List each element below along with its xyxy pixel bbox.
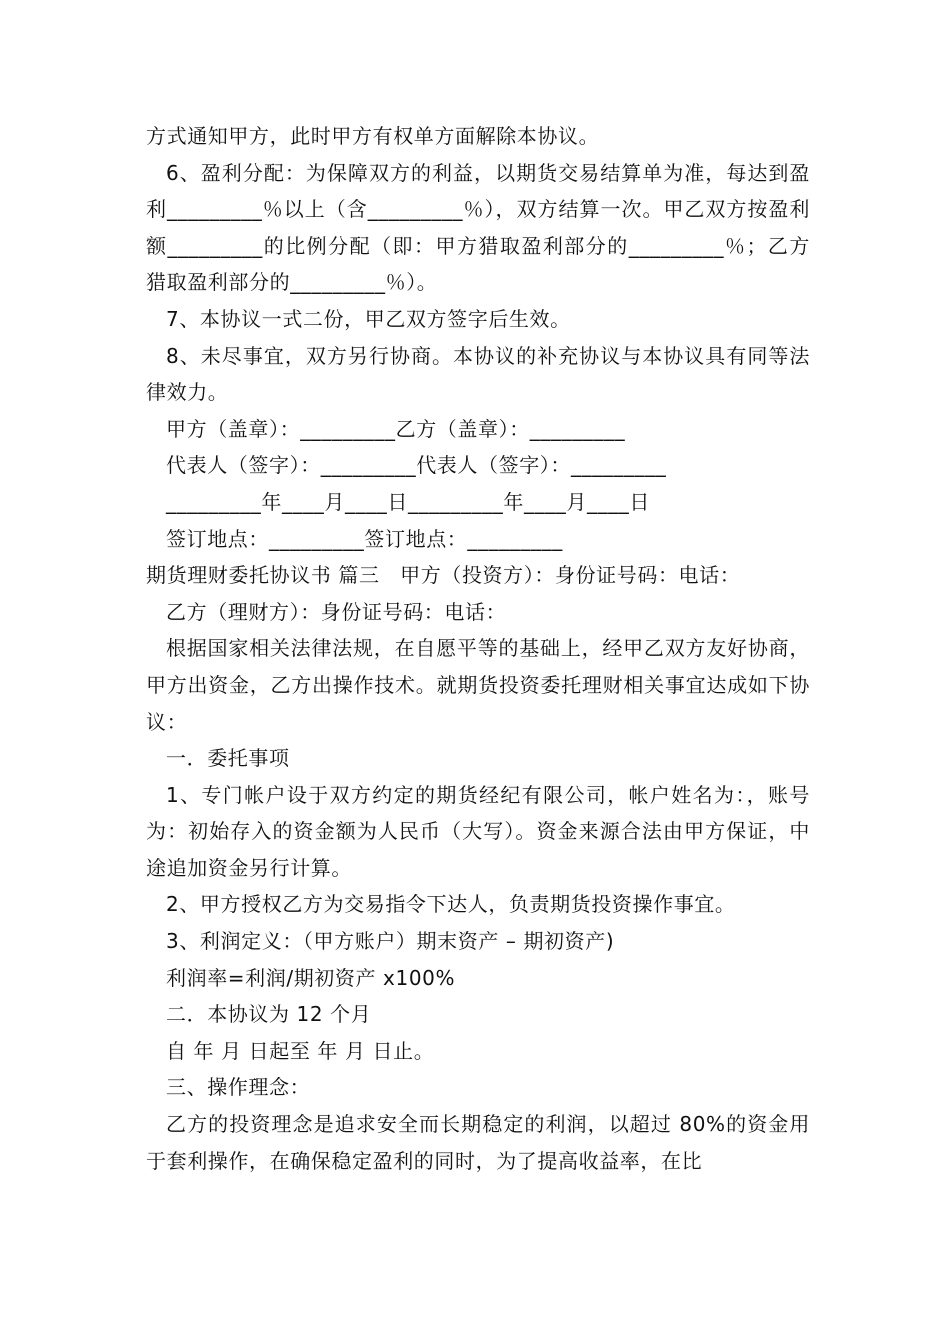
paragraph-12: 一．委托事项 — [166, 746, 290, 771]
paragraph-19: 三、操作理念： — [166, 1075, 311, 1100]
paragraph-13: 1、专门帐户设于双方约定的期货经纪有限公司，帐户姓名为：，账号为：初始存入的资金额为人民币（大写）。资金来源合法由甲方保证，中途追加资金另行计算。 — [146, 782, 810, 880]
paragraph-20: 乙方的投资理念是追求安全而长期稳定的利润，以超过 80%的资金用于套利操作，在确保稳定盈利的同时，为了提高收益率，在比 — [146, 1112, 810, 1173]
document-body — [146, 118, 810, 1179]
paragraph-10: 乙方（理财方）：身份证号码：电话： — [166, 599, 507, 624]
paragraph-5: 甲方（盖章）：_________乙方（盖章）：_________ — [166, 416, 626, 441]
paragraph-17: 二．本协议为 12 个月 — [166, 1002, 372, 1027]
paragraph-11: 根据国家相关法律法规，在自愿平等的基础上，经甲乙双方友好协商，甲方出资金，乙方出操作技术。就期货投资委托理财相关事宜达成如下协议： — [146, 636, 810, 734]
paragraph-3: 7、本协议一式二份，甲乙双方签字后生效。 — [166, 306, 571, 331]
paragraph-14: 2、甲方授权乙方为交易指令下达人，负责期货投资操作事宜。 — [166, 892, 736, 917]
paragraph-9: 期货理财委托协议书 篇三 甲方（投资方）：身份证号码：电话： — [146, 563, 741, 588]
paragraph-18: 自 年 月 日起至 年 月 日止。 — [166, 1038, 435, 1063]
paragraph-15: 3、利润定义：（甲方账户）期末资产 – 期初资产) — [166, 929, 615, 954]
paragraph-7: _________年____月____日_________年____月____日 — [166, 489, 650, 514]
paragraph-1: 方式通知甲方，此时甲方有权单方面解除本协议。 — [146, 124, 600, 148]
paragraph-8: 签订地点：_________签订地点：_________ — [166, 526, 563, 551]
paragraph-6: 代表人（签字）：_________代表人（签字）：_________ — [166, 453, 667, 478]
paragraph-16: 利润率=利润/期初资产 x100% — [166, 965, 456, 990]
paragraph-4: 8、未尽事宜，双方另行协商。本协议的补充协议与本协议具有同等法律效力。 — [146, 343, 810, 405]
paragraph-2: 6、盈利分配：为保障双方的利益，以期货交易结算单为准，每达到盈利_________％以上（含_________％），双方结算一次。甲乙双方按盈利额_________的比例分配（即：甲方猎取盈利部分的_________％；乙方猎取盈利部分的_________％）。 — [146, 160, 810, 295]
